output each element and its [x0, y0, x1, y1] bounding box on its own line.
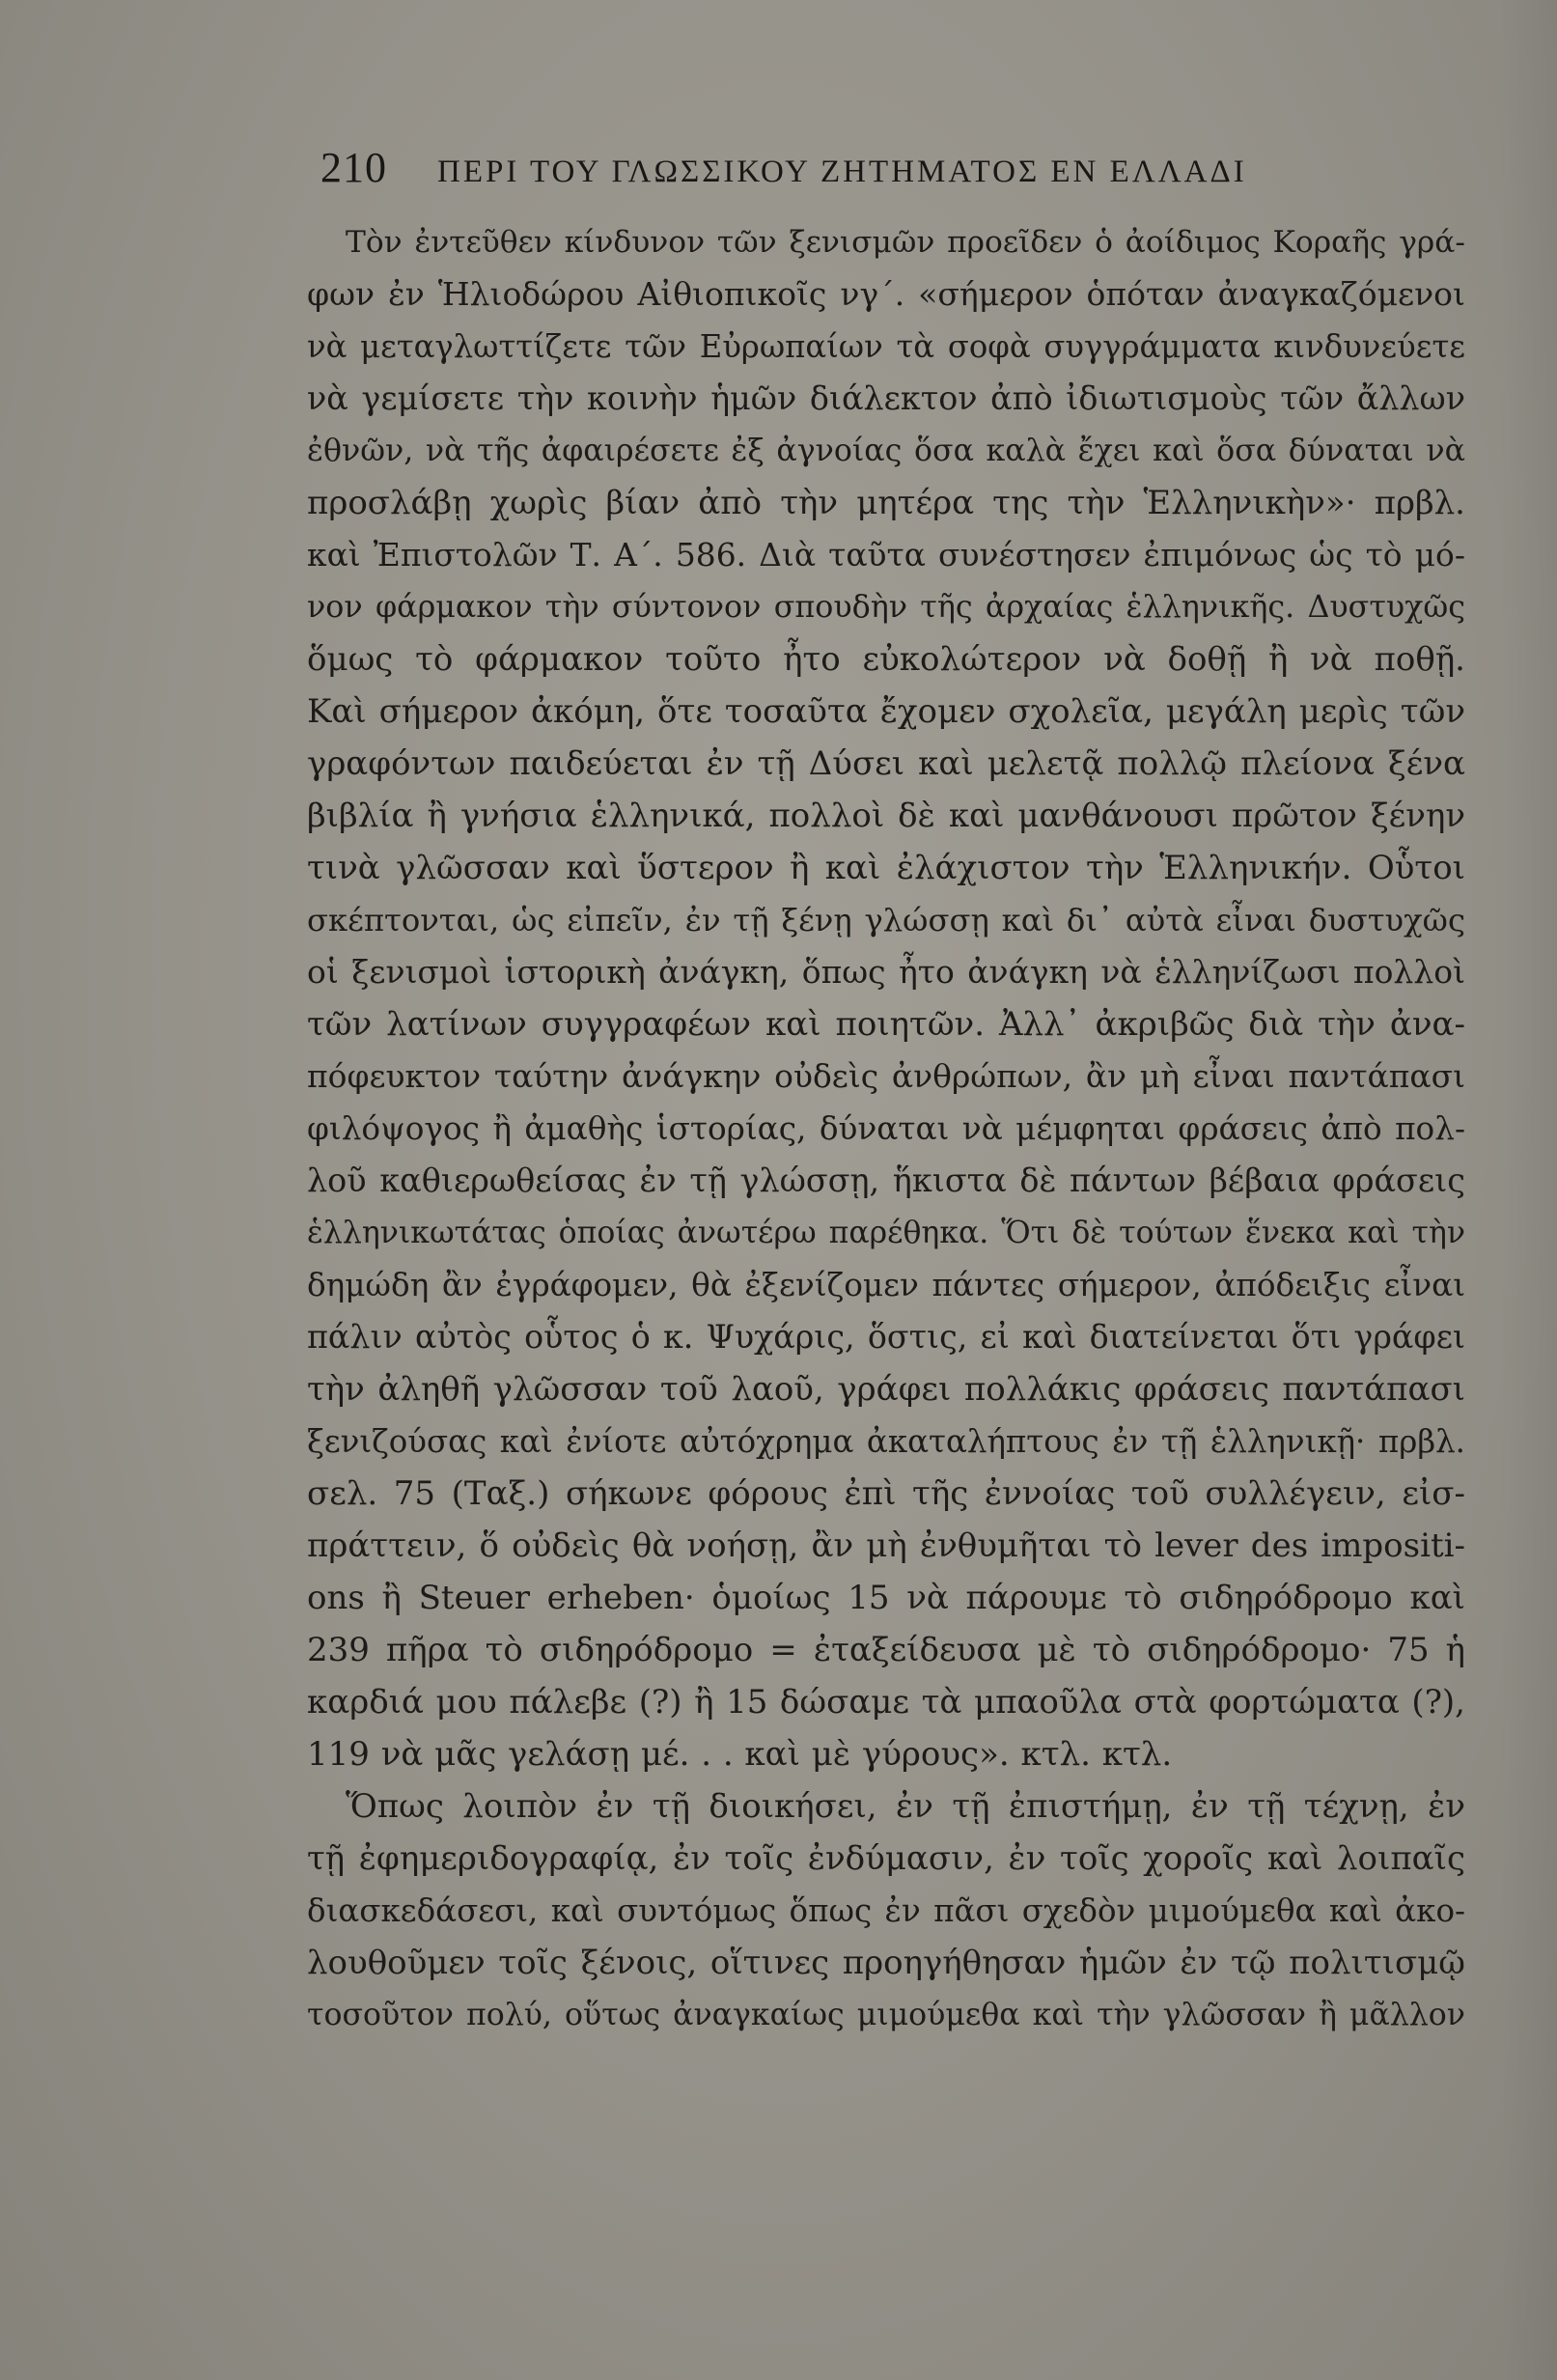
text-line: πόφευκτον ταύτην ἀνάγκην οὐδεὶς ἀνθρώπων, ἂν μὴ εἶναι παντάπασι	[307, 1057, 1465, 1095]
text-line: φων ἐν Ἡλιοδώρου Αἰθιοπικοῖς νγ΄. «σήμερον ὁπόταν ἀναγκαζόμενοι	[307, 275, 1465, 313]
text-line: διασκεδάσεσι, καὶ συντόμως ὅπως ἐν πᾶσι σχεδὸν μιμούμεθα καὶ ἀκο-	[307, 1892, 1465, 1929]
text-line: ὅμως τὸ φάρμακον τοῦτο ἦτο εὐκολώτερον νὰ δοθῇ ἢ νὰ ποθῇ.	[307, 640, 1465, 679]
text-line: δημώδη ἂν ἐγράφομεν, θὰ ἐξενίζομεν πάντες σήμερον, ἀπόδειξις εἶναι	[307, 1267, 1465, 1303]
text-line: νὰ μεταγλωττίζετε τῶν Εὐρωπαίων τὰ σοφὰ συγγράμματα κινδυνεύετε	[307, 328, 1465, 365]
text-line: λουθοῦμεν τοῖς ξένοις, οἵτινες προηγήθησαν ἡμῶν ἐν τῷ πολιτισμῷ	[307, 1944, 1465, 1982]
text-line: ξενιζούσας καὶ ἐνίοτε αὐτόχρημα ἀκαταλήπτους ἐν τῇ ἑλληνικῇ· πρβλ.	[307, 1423, 1465, 1460]
text-line: πράττειν, ὅ οὐδεὶς θὰ νοήσῃ, ἂν μὴ ἐνθυμῆται τὸ lever des impositi-	[307, 1526, 1465, 1565]
text-line: τῇ ἐφημεριδογραφίᾳ, ἐν τοῖς ἐνδύμασιν, ἐν τοῖς χοροῖς καὶ λοιπαῖς	[307, 1839, 1465, 1878]
text-line: ἐθνῶν, νὰ τῆς ἀφαιρέσετε ἐξ ἀγνοίας ὅσα καλὰ ἔχει καὶ ὅσα δύναται νὰ	[307, 434, 1465, 468]
text-line: ons ἢ Steuer erheben· ὁμοίως 15 νὰ πάρουμε τὸ σιδηρόδρομο καὶ	[307, 1579, 1465, 1617]
text-line: βιβλία ἢ γνήσια ἑλληνικά, πολλοὶ δὲ καὶ μανθάνουσι πρῶτον ξένην	[307, 797, 1465, 835]
text-line: νον φάρμακον τὴν σύντονον σπουδὴν τῆς ἀρχαίας ἑλληνικῆς. Δυστυχῶς	[307, 590, 1465, 625]
text-line: Τὸν ἐντεῦθεν κίνδυνον τῶν ξενισμῶν προεῖδεν ὁ ἀοίδιμος Κοραῆς γρά-	[346, 225, 1465, 260]
running-title: ΠΕΡΙ ΤΟΥ ΓΛΩΣΣΙΚΟΥ ΖΗΤΗΜΑΤΟΣ ΕΝ ΕΛΛΑΔΙ	[437, 154, 1247, 189]
text-line: 239 πῆρα τὸ σιδηρόδρομο = ἐταξείδευσα μὲ τὸ σιδηρόδρομο· 75 ἡ	[307, 1631, 1465, 1669]
text-line: νὰ γεμίσετε τὴν κοινὴν ἡμῶν διάλεκτον ἀπὸ ἰδιωτισμοὺς τῶν ἄλλων	[307, 379, 1465, 417]
page-number: 210	[320, 144, 387, 191]
text-line: 119 νὰ μᾶς γελάσῃ μέ. . . καὶ μὲ γύρους». κτλ. κτλ.	[307, 1735, 1173, 1774]
text-line: λοῦ καθιερωθείσας ἐν τῇ γλώσσῃ, ἥκιστα δὲ πάντων βέβαια φράσεις	[307, 1162, 1465, 1199]
text-line: φιλόψογος ἢ ἀμαθὴς ἱστορίας, δύναται νὰ μέμφηται φράσεις ἀπὸ πολ-	[307, 1110, 1465, 1147]
body-text	[307, 216, 1465, 2041]
text-line: ἑλληνικωτάτας ὁποίας ἀνωτέρω παρέθηκα. Ὅτι δὲ τούτων ἕνεκα καὶ τὴν	[307, 1216, 1465, 1250]
text-line: Ὅπως λοιπὸν ἐν τῇ διοικήσει, ἐν τῇ ἐπιστήμῃ, ἐν τῇ τέχνῃ, ἐν	[346, 1787, 1465, 1826]
text-line: καὶ Ἐπιστολῶν Τ. Α΄. 586. Διὰ ταῦτα συνέστησεν ἐπιμόνως ὡς τὸ μό-	[307, 536, 1465, 574]
text-line: τῶν λατίνων συγγραφέων καὶ ποιητῶν. Ἀλλ᾽ ἀκριβῶς διὰ τὴν ἀνα-	[307, 1005, 1465, 1044]
running-head	[320, 143, 1411, 201]
text-line: σκέπτονται, ὡς εἰπεῖν, ἐν τῇ ξένῃ γλώσσῃ καὶ δι᾽ αὐτὰ εἶναι δυστυχῶς	[307, 902, 1465, 938]
text-line: σελ. 75 (Ταξ.) σήκωνε φόρους ἐπὶ τῆς ἐννοίας τοῦ συλλέγειν, εἰσ-	[307, 1474, 1465, 1513]
text-line: τὴν ἀληθῆ γλῶσσαν τοῦ λαοῦ, γράφει πολλάκις φράσεις παντάπασι	[307, 1370, 1465, 1409]
text-line: καρδιά μου πάλεβε (?) ἢ 15 δώσαμε τὰ μπαοῦλα στὰ φορτώματα (?),	[307, 1683, 1465, 1722]
text-line: πάλιν αὐτὸς οὗτος ὁ κ. Ψυχάρις, ὅστις, εἰ καὶ διατείνεται ὅτι γράφει	[307, 1318, 1465, 1356]
text-line: τοσοῦτον πολύ, οὕτως ἀναγκαίως μιμούμεθα καὶ τὴν γλῶσσαν ἢ μᾶλλον	[307, 1998, 1465, 2032]
page-edge-shadow	[1499, 0, 1557, 2380]
text-line: Καὶ σήμερον ἀκόμη, ὅτε τοσαῦτα ἔχομεν σχολεῖα, μεγάλη μερὶς τῶν	[307, 692, 1465, 731]
text-line: προσλάβῃ χωρὶς βίαν ἀπὸ τὴν μητέρα της τὴν Ἑλληνικὴν»· πρβλ.	[307, 484, 1465, 522]
text-line: τινὰ γλῶσσαν καὶ ὕστερον ἢ καὶ ἐλάχιστον τὴν Ἑλληνικήν. Οὗτοι	[307, 849, 1465, 887]
text-line: γραφόντων παιδεύεται ἐν τῇ Δύσει καὶ μελετᾷ πολλῷ πλείονα ξένα	[307, 744, 1465, 783]
text-line: οἱ ξενισμοὶ ἱστορικὴ ἀνάγκη, ὅπως ἦτο ἀνάγκη νὰ ἑλληνίζωσι πολλοὶ	[307, 953, 1465, 991]
